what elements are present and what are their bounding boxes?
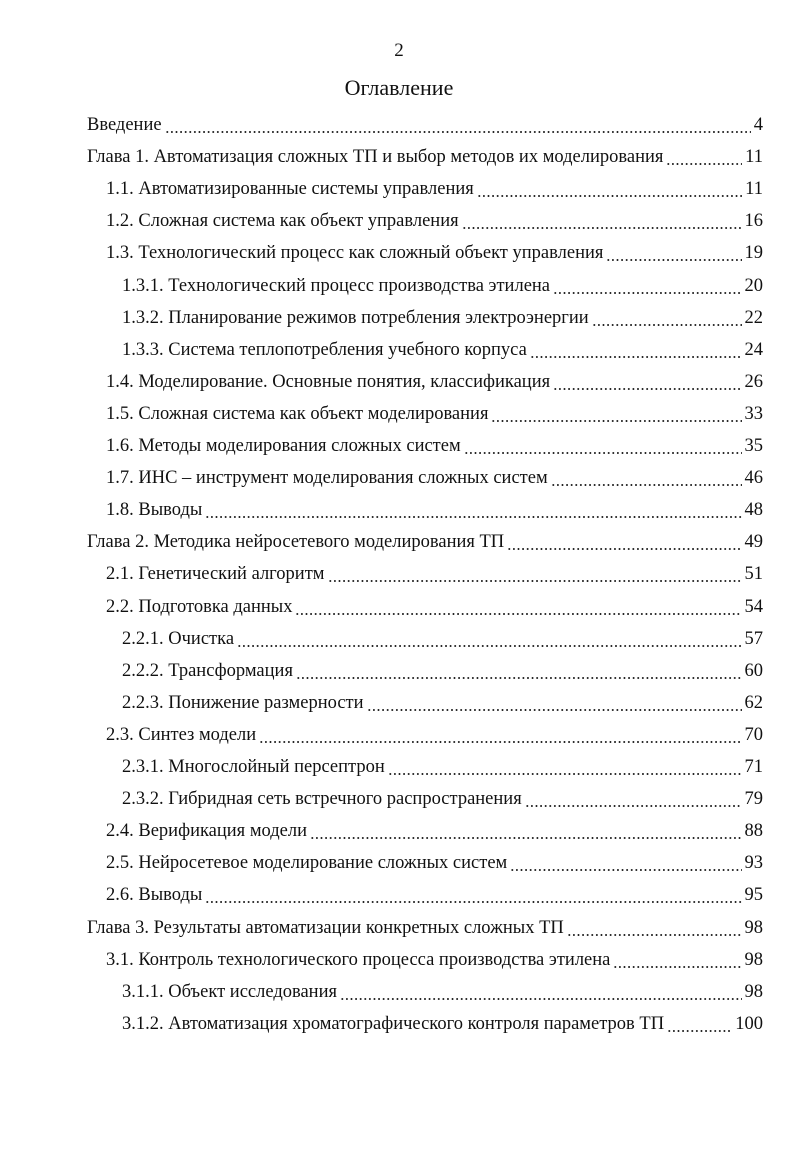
toc-entry-page: 11: [745, 147, 763, 168]
toc-entry[interactable]: [122, 304, 763, 332]
toc-entry-label: Глава 3. Результаты автоматизации конкретных сложных ТП: [87, 917, 564, 938]
toc-entry[interactable]: [106, 400, 763, 428]
toc-entry-page: 60: [744, 660, 763, 681]
toc-entry-page: 54: [744, 596, 763, 617]
dot-leader: [295, 593, 741, 621]
dot-leader: [667, 1010, 732, 1038]
dot-leader: [205, 881, 741, 909]
dot-leader: [237, 625, 741, 653]
dot-leader: [491, 400, 741, 428]
toc-entry-page: 100: [735, 1013, 763, 1034]
dot-leader: [477, 175, 742, 203]
toc-entry[interactable]: [106, 849, 763, 877]
toc-entry-page: 93: [744, 853, 763, 874]
toc-entry-label: 3.1. Контроль технологического процесса производства этилена: [106, 949, 611, 970]
toc-entry-label: 1.5. Сложная система как объект моделирования: [106, 403, 489, 424]
toc-entry[interactable]: [106, 881, 763, 909]
toc-entry-page: 11: [745, 179, 763, 200]
toc-entry[interactable]: [87, 914, 763, 942]
toc-entry-label: 2.2.3. Понижение размерности: [122, 692, 364, 713]
dot-leader: [606, 239, 741, 267]
toc-entry-page: 22: [744, 307, 763, 328]
toc-entry-page: 88: [744, 821, 763, 842]
toc-entry-label: 2.1. Генетический алгоритм: [106, 564, 325, 585]
toc-entry-label: 2.5. Нейросетевое моделирование сложных систем: [106, 853, 508, 874]
toc-entry-page: 98: [744, 949, 763, 970]
dot-leader: [613, 946, 741, 974]
toc-entry[interactable]: [122, 625, 763, 653]
toc-entry-page: 98: [744, 917, 763, 938]
toc-entry-page: 48: [744, 500, 763, 521]
toc-entry-label: 1.3.2. Планирование режимов потребления электроэнергии: [122, 307, 589, 328]
toc-entry[interactable]: [106, 560, 763, 588]
toc-entry-page: 57: [744, 628, 763, 649]
dot-leader: [388, 753, 742, 781]
toc-entry-page: 46: [744, 468, 763, 489]
toc-entry[interactable]: [106, 593, 763, 621]
toc-entry-label: 2.3.1. Многослойный персептрон: [122, 757, 385, 777]
toc-entry-page: 71: [744, 757, 763, 777]
toc-entry-label: 1.7. ИНС – инструмент моделирования сложных систем: [106, 468, 548, 489]
toc-entry[interactable]: [106, 432, 763, 460]
dot-leader: [367, 689, 742, 717]
toc-entry[interactable]: [106, 175, 763, 203]
dot-leader: [259, 721, 741, 749]
toc-entry[interactable]: [106, 239, 763, 267]
toc-entry-label: Глава 1. Автоматизация сложных ТП и выбор методов их моделирования: [87, 147, 664, 168]
toc-entry-label: 1.8. Выводы: [106, 500, 203, 521]
dot-leader: [507, 528, 741, 556]
toc-entry-label: 1.3.3. Система теплопотребления учебного корпуса: [122, 339, 527, 360]
toc-entry-page: 26: [744, 371, 763, 392]
toc-entry-page: 95: [744, 885, 763, 906]
toc-entry-label: 2.2.2. Трансформация: [122, 660, 293, 681]
dot-leader: [296, 657, 742, 685]
toc-entry-page: 51: [744, 564, 763, 585]
dot-leader: [553, 368, 741, 396]
dot-leader: [328, 560, 742, 588]
toc-entry-page: 98: [744, 981, 763, 1002]
toc-entry[interactable]: [106, 721, 763, 749]
toc-entry[interactable]: [122, 336, 763, 364]
toc-entry[interactable]: [122, 785, 763, 813]
dot-leader: [525, 785, 742, 813]
toc-entry-page: 79: [744, 789, 763, 810]
toc-entry[interactable]: [106, 368, 763, 396]
toc-entry[interactable]: [122, 689, 763, 717]
toc-entry[interactable]: [122, 272, 763, 300]
toc-entry-page: 19: [744, 243, 763, 264]
toc-entry-label: 2.2. Подготовка данных: [106, 596, 293, 617]
toc-entry-label: 2.3.2. Гибридная сеть встречного распространения: [122, 789, 522, 810]
page-title: Оглавление: [344, 75, 454, 100]
toc-entry-label: 1.3.1. Технологический процесс производства этилена: [122, 275, 551, 296]
toc-entry[interactable]: [106, 464, 763, 492]
toc-entry[interactable]: [87, 143, 763, 171]
toc-entry[interactable]: [122, 753, 763, 781]
toc-entry[interactable]: [106, 207, 763, 235]
toc-entry-label: 2.2.1. Очистка: [122, 628, 235, 649]
toc-entry[interactable]: [122, 657, 763, 685]
toc-entry-page: 20: [744, 275, 763, 296]
dot-leader: [464, 432, 742, 460]
toc-entry-page: 16: [744, 211, 763, 232]
dot-leader: [553, 272, 741, 300]
page-number: 2: [394, 40, 404, 61]
dot-leader: [551, 464, 742, 492]
toc-entry-label: 1.1. Автоматизированные системы управления: [106, 179, 474, 200]
dot-leader: [205, 496, 741, 524]
toc-entry-label: 1.3. Технологический процесс как сложный объект управления: [106, 243, 604, 264]
toc-entry[interactable]: [106, 946, 763, 974]
toc-entry-page: 70: [744, 724, 763, 745]
toc-entry-label: Глава 2. Методика нейросетевого моделирования ТП: [87, 532, 505, 553]
toc-entry-label: 1.4. Моделирование. Основные понятия, классификация: [106, 371, 551, 392]
toc-entry-page: 49: [744, 532, 763, 553]
dot-leader: [310, 817, 742, 845]
toc-entry-label: Введение: [87, 115, 162, 135]
toc-entry-page: 62: [744, 692, 763, 713]
toc-entry[interactable]: [87, 528, 763, 556]
dot-leader: [592, 304, 742, 332]
toc-entry[interactable]: [87, 111, 763, 139]
dot-leader: [510, 849, 741, 877]
toc-entry-label: 3.1.1. Объект исследования: [122, 981, 337, 1002]
toc-entry-page: 24: [744, 339, 763, 360]
toc-entry[interactable]: [122, 978, 763, 1006]
dot-leader: [462, 207, 742, 235]
toc-entry[interactable]: [122, 1010, 763, 1038]
dot-leader: [666, 143, 742, 171]
toc-entry[interactable]: [106, 496, 763, 524]
toc-entry-label: 3.1.2. Автоматизация хроматографического контроля параметров ТП: [122, 1013, 665, 1034]
toc-entry[interactable]: [106, 817, 763, 845]
toc-entry-page: 33: [744, 403, 763, 424]
toc-entry-label: 2.3. Синтез модели: [106, 724, 257, 745]
dot-leader: [165, 111, 751, 139]
dot-leader: [340, 978, 742, 1006]
toc-entry-page: 35: [744, 436, 763, 456]
toc-entry-label: 2.4. Верификация модели: [106, 821, 307, 842]
dot-leader: [567, 914, 742, 942]
toc-entry-label: 2.6. Выводы: [106, 885, 203, 906]
toc-entry-page: 4: [753, 115, 763, 135]
toc-entry-label: 1.6. Методы моделирования сложных систем: [106, 436, 461, 456]
dot-leader: [530, 336, 742, 364]
toc-entry-label: 1.2. Сложная система как объект управления: [106, 211, 459, 232]
